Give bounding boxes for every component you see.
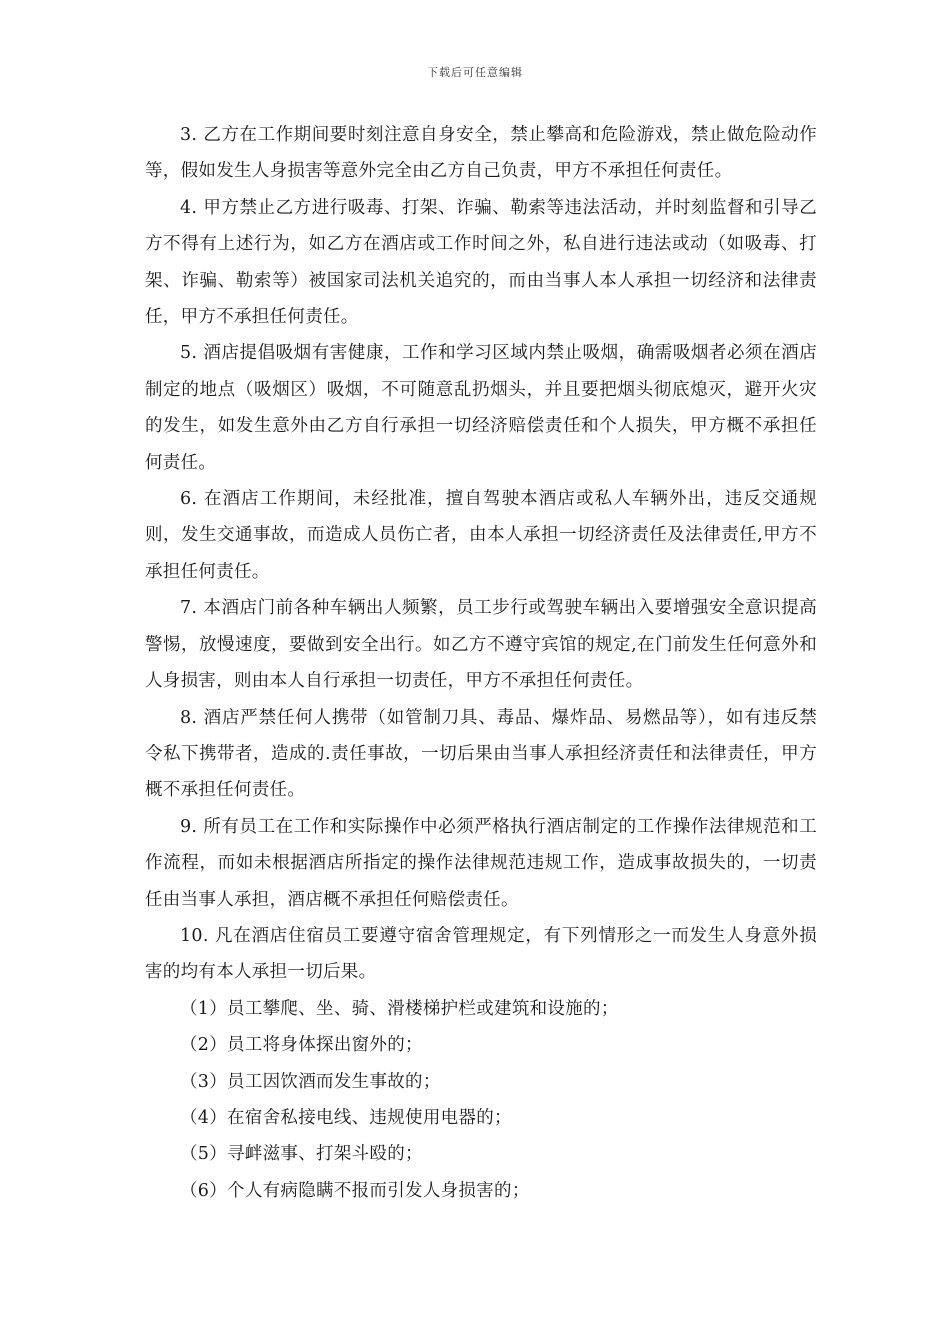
clause-3: 3. 乙方在工作期间要时刻注意自身安全，禁止攀高和危险游戏，禁止做危险动作等，假如发生人身损害等意外完全由乙方自己负责，甲方不承担任何责任。 xyxy=(145,125,817,182)
list-item: （1）员工攀爬、坐、骑、滑楼梯护栏或建筑和设施的； xyxy=(180,998,619,1019)
clause-7: 7. 本酒店门前各种车辆出人频繁，员工步行或驾驶车辆出入要增强安全意识提高警惕，放慢速度，要做到安全出行。如乙方不遵守宾馆的规定,在门前发生任何意外和人身损害，则由本人自行承担一切责任，甲方不承担任何责任。 xyxy=(145,598,817,692)
clause-5: 5. 酒店提倡吸烟有害健康，工作和学习区域内禁止吸烟，确需吸烟者必须在酒店制定的地点（吸烟区）吸烟，不可随意乱扔烟头，并且要把烟头彻底熄灭，避开火灾的发生，如发生意外由乙方自行承担一切经济赔偿责任和个人损失，甲方概不承担任何责任。 xyxy=(145,343,817,473)
clause-10: 10. 凡在酒店住宿员工要遵守宿舍管理规定，有下列情形之一而发生人身意外损害的均有本人承担一切后果。 xyxy=(145,925,817,983)
document-body xyxy=(145,117,817,1209)
list-item: （2）员工将身体探出窗外的； xyxy=(180,1035,423,1056)
list-item: （4）在宿舍私接电线、违规使用电器的； xyxy=(180,1107,512,1128)
clause-9: 9. 所有员工在工作和实际操作中必须严格执行酒店制定的工作操作法律规范和工作流程，而如未根据酒店所指定的操作法律规范违规工作，造成事故损失的，一切责任由当事人承担，酒店概不承担任何赔偿责任。 xyxy=(145,816,817,910)
clause-6: 6. 在酒店工作期间，未经批准，擅自驾驶本酒店或私人车辆外出，违反交通规则，发生交通事故，而造成人员伤亡者，由本人承担一切经济责任及法律责任,甲方不承担任何责任。 xyxy=(145,489,817,582)
page-header: 下载后可任意编辑 xyxy=(427,66,523,79)
list-item: （6）个人有病隐瞒不报而引发人身损害的； xyxy=(180,1180,530,1201)
list-item: （3）员工因饮酒而发生事故的； xyxy=(180,1071,441,1092)
clause-8: 8. 酒店严禁任何人携带（如管制刀具、毒品、爆炸品、易燃品等），如有违反禁令私下携带者，造成的.责任事故，一切后果由当事人承担经济责任和法律责任，甲方概不承担任何责任。 xyxy=(145,707,817,801)
list-item: （5）寻衅滋事、打架斗殴的； xyxy=(180,1144,423,1165)
clause-4: 4. 甲方禁止乙方进行吸毒、打架、诈骗、勒索等违法活动，并时刻监督和引导乙方不得有上述行为，如乙方在酒店或工作时间之外，私自进行违法或动（如吸毒、打架、诈骗、勒索等）被国家司法机关追究的，而由当事人本人承担一切经济和法律责任，甲方不承担任何责任。 xyxy=(145,197,817,328)
